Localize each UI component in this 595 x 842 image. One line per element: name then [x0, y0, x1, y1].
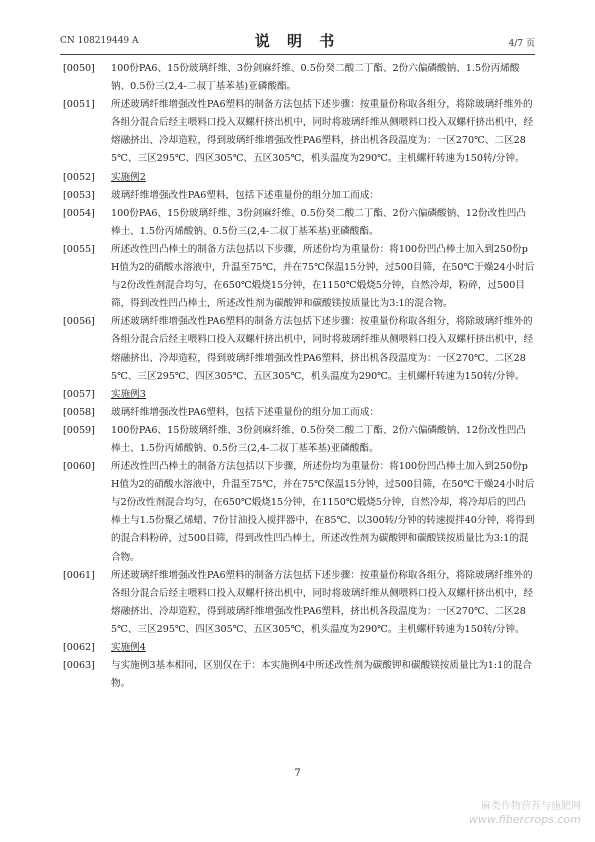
paragraph-number: [0058] — [63, 406, 95, 418]
paragraph-number: [0061] — [63, 569, 95, 581]
paragraph-number: [0060] — [63, 461, 95, 473]
paragraph-text: 与实施例3基本相同，区别仅在于：本实施例4中所述改性剂为碳酸钾和碳酸镁按质量比为1:1的混合物。 — [111, 660, 532, 690]
paragraph-number: [0053] — [63, 189, 95, 201]
watermark-site-name: 麻类作物营养与施肥网 — [481, 801, 581, 812]
paragraph — [63, 60, 535, 96]
paragraph-number: [0062] — [63, 642, 95, 653]
paragraph-text: 100份PA6、15份玻璃纤维、3份剑麻纤维、0.5份癸二酸二丁酯、2份六偏磷酸钠、1.5份丙烯酸钠、0.5份三(2,4-二叔丁基苯基)亚磷酸酯。 — [111, 63, 520, 93]
paragraph-text: 所述玻璃纤维增强改性PA6塑料的制备方法包括下述步骤：按重量份称取各组分，将除玻璃纤维外的各组分混合后经主喂料口投入双螺杆挤出机中，同时将玻璃纤维从侧喂料口投入双螺杆挤出机中，经熔融挤出、冷却造粒，得到玻璃纤维增强改性PA6塑料，挤出机各段温度为：一区270℃、二区285℃、三区295℃、四区305℃、五区305℃，机头温度为290℃。主机螺杆转速为150转/分钟。 — [111, 569, 534, 635]
paragraph — [63, 404, 535, 422]
page-number: 7 — [294, 768, 301, 779]
paragraph — [63, 567, 535, 639]
paragraph-number: [0063] — [63, 660, 95, 672]
paragraph — [63, 96, 535, 168]
section-heading-paragraph — [63, 386, 535, 404]
watermark-url: www.fibercrops.com — [468, 813, 581, 826]
paragraph — [63, 205, 535, 241]
paragraph-number: [0056] — [63, 316, 95, 328]
header-divider — [60, 54, 535, 55]
paragraph — [63, 313, 535, 385]
paragraph — [63, 458, 535, 567]
paragraph-number: [0052] — [63, 171, 95, 183]
paragraph-text: 所述改性凹凸棒土的制备方法包括以下步骤，所述份均为重量份：将100份凹凸棒土加入到250份pH值为2的硝酸水溶液中，升温至75℃，并在75℃保温15分钟，过500目筛，在50℃干燥24小时后与2份改性剂混合均匀，在650℃煅烧15分钟，在1150℃煅烧5分钟，自然冷却，将冷却后的凹凸棒土与1.5份聚乙烯蜡、7份甘油投入搅拌器中，在85℃、以300转/分钟的转速搅拌40分钟，将得到的混合料粉碎，过500目筛，得到改性凹凸棒土，所述改性剂为碳酸钾和碳酸镁按质量比为3:1的混合物。 — [111, 461, 535, 563]
paragraph-text: 所述玻璃纤维增强改性PA6塑料的制备方法包括下述步骤：按重量份称取各组分，将除玻璃纤维外的各组分混合后经主喂料口投入双螺杆挤出机中，同时将玻璃纤维从侧喂料口投入双螺杆挤出机中，经熔融挤出、冷却造粒，得到玻璃纤维增强改性PA6塑料，挤出机各段温度为：一区270℃、二区285℃、三区295℃、四区305℃、五区305℃，机头温度为290℃。主机螺杆转速为150转/分钟。 — [111, 316, 534, 382]
paragraph-text: 100份PA6、15份玻璃纤维、3份剑麻纤维、0.5份癸二酸二丁酯、2份六偏磷酸钠、12份改性凹凸棒土、1.5份丙烯酸钠、0.5份三(2,4-二叔丁基苯基)亚磷酸酯。 — [111, 424, 526, 454]
paragraph — [63, 657, 535, 693]
paragraph-number: [0057] — [63, 388, 95, 400]
paragraph — [63, 187, 535, 205]
section-heading-paragraph — [63, 169, 535, 187]
paragraph-text: 所述玻璃纤维增强改性PA6塑料的制备方法包括下述步骤：按重量份称取各组分，将除玻璃纤维外的各组分混合后经主喂料口投入双螺杆挤出机中，同时将玻璃纤维从侧喂料口投入双螺杆挤出机中，经熔融挤出、冷却造粒，得到玻璃纤维增强改性PA6塑料，挤出机各段温度为：一区270℃、二区285℃、三区295℃、四区305℃、五区305℃，机头温度为290℃。主机螺杆转速为150转/分钟。 — [111, 99, 534, 165]
paragraph-number: [0050] — [63, 63, 95, 74]
paragraph-number: [0051] — [63, 99, 95, 111]
paragraph-number: [0059] — [63, 424, 95, 436]
paragraph-number: [0055] — [63, 243, 95, 255]
patent-number: CN 108219449 A — [60, 36, 139, 46]
page-header — [60, 30, 535, 52]
site-watermark — [469, 800, 581, 826]
paragraph — [63, 422, 535, 458]
example-heading: 实施例3 — [111, 388, 146, 400]
paragraph-text: 100份PA6、15份玻璃纤维、3份剑麻纤维、0.5份癸二酸二丁酯、2份六偏磷酸钠、12份改性凹凸棒土、1.5份丙烯酸钠、0.5份三(2,4-二叔丁基苯基)亚磷酸酯。 — [111, 207, 526, 237]
document-title: 说 明 书 — [254, 32, 341, 50]
paragraph-text: 玻璃纤维增强改性PA6塑料，包括下述重量份的组分加工而成： — [111, 189, 380, 201]
page-indicator: 4/7 页 — [508, 39, 535, 49]
document-body — [63, 60, 535, 693]
paragraph-number: [0054] — [63, 207, 95, 219]
paragraph-text: 玻璃纤维增强改性PA6塑料，包括下述重量份的组分加工而成： — [111, 406, 380, 418]
section-heading-paragraph — [63, 639, 535, 657]
example-heading: 实施例2 — [111, 171, 146, 183]
paragraph-text: 所述改性凹凸棒土的制备方法包括以下步骤，所述份均为重量份：将100份凹凸棒土加入到250份pH值为2的硝酸水溶液中，升温至75℃，并在75℃保温15分钟，过500目筛，在50℃干燥24小时后与2份改性剂混合均匀，在650℃煅烧15分钟，在1150℃煅烧5分钟，自然冷却，粉碎，过500目筛，得到改性凹凸棒土，所述改性剂为碳酸钾和碳酸镁按质量比为3:1的混合物。 — [111, 243, 535, 310]
example-heading: 实施例4 — [111, 642, 146, 653]
paragraph — [63, 241, 535, 313]
